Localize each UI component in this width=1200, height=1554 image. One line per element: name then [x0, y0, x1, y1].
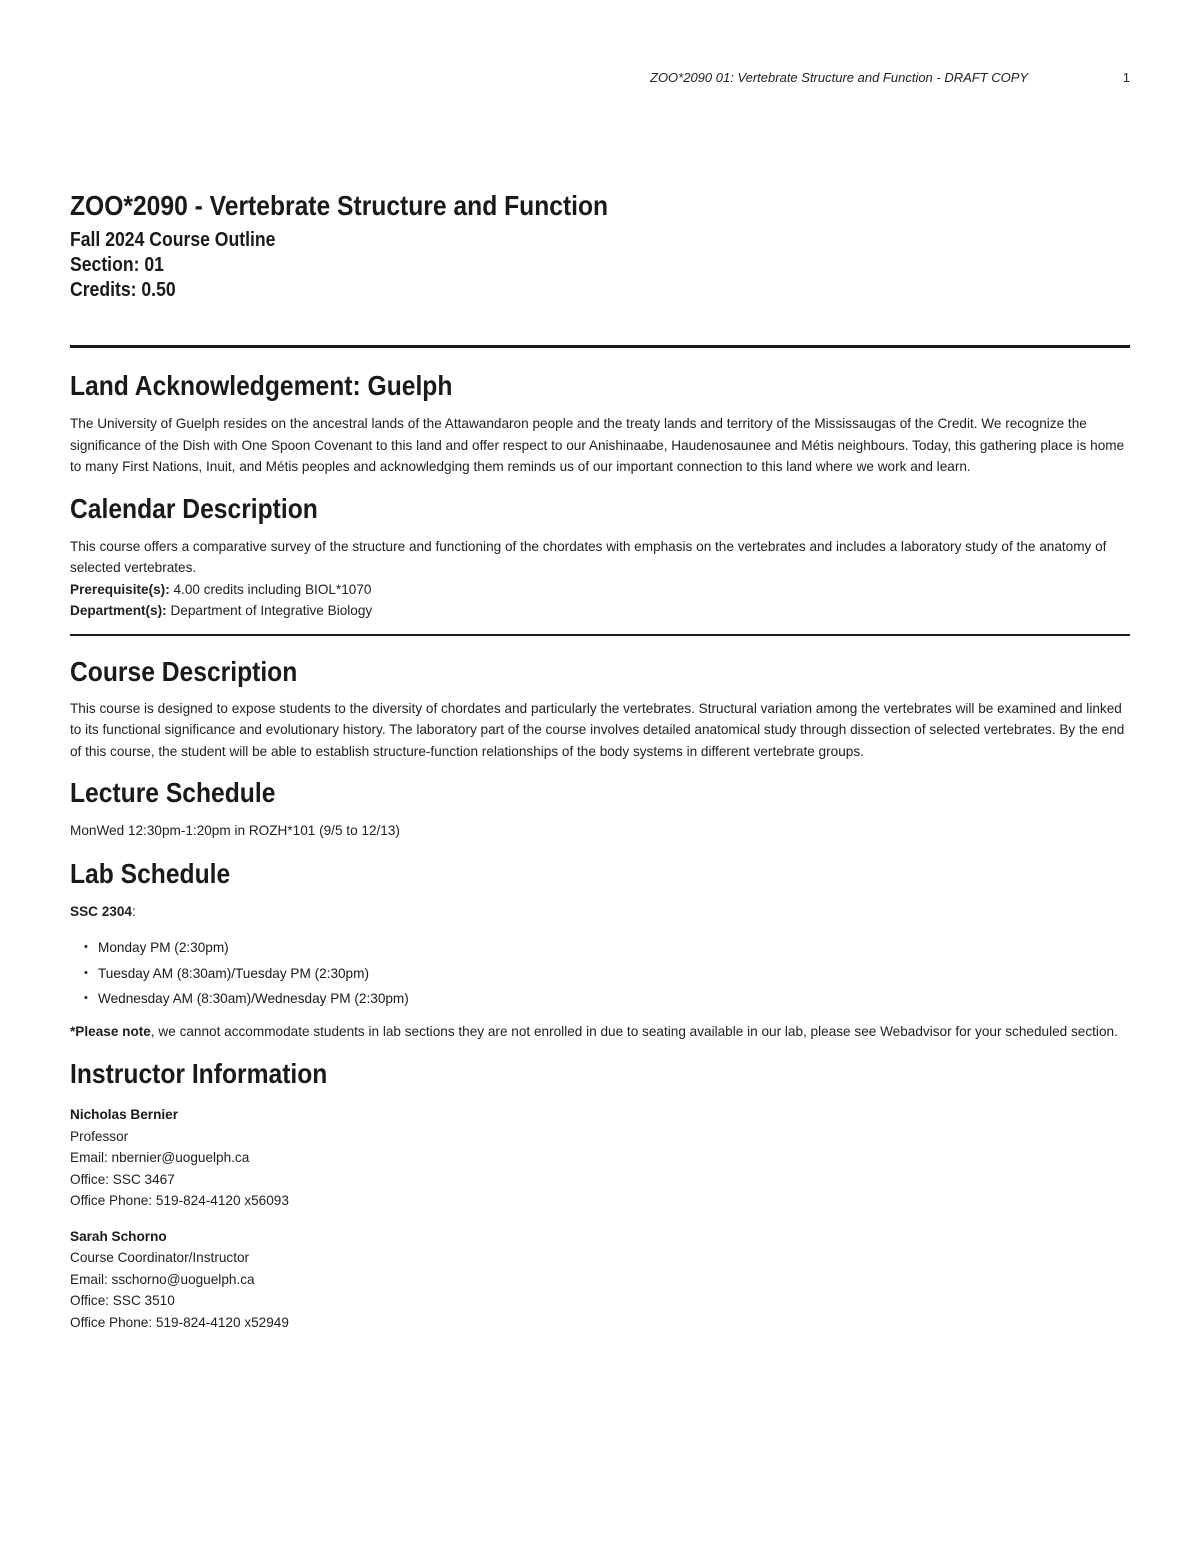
- instructor-role: Professor: [70, 1128, 129, 1144]
- land-acknowledgement-heading: Land Acknowledgement: Guelph: [70, 370, 453, 401]
- instructor-card: [70, 1104, 1130, 1212]
- running-title: ZOO*2090 01: Vertebrate Structure and Function - DRAFT COPY: [650, 70, 1029, 85]
- outline-term: Fall 2024 Course Outline: [70, 229, 276, 251]
- document-body: [70, 188, 1130, 1333]
- calendar-description-text: This course offers a comparative survey of the structure and functioning of the chordates with emphasis on the vertebrates and includes a laboratory study of the anatomy of selected vertebrates.: [70, 538, 1107, 575]
- instructor-role: Course Coordinator/Instructor: [70, 1250, 250, 1265]
- instructor-name: Nicholas Bernier: [70, 1107, 179, 1122]
- lab-note-label: *Please note: [70, 1023, 151, 1039]
- lab-location-suffix: :: [131, 903, 136, 919]
- instructor-office: Office: SSC 3467: [70, 1171, 175, 1187]
- lab-note-text: , we cannot accommodate students in lab sections they are not enrolled in due to seating available in our lab, please see Webadvisor for your scheduled section.: [150, 1023, 1118, 1039]
- instructor-name: Sarah Schorno: [70, 1228, 167, 1244]
- instructor-phone: Office Phone: 519-824-4120 x56093: [70, 1193, 289, 1208]
- calendar-description-heading: Calendar Description: [70, 492, 318, 524]
- section-divider: [70, 345, 1130, 348]
- lab-location-label: SSC 2304: [70, 903, 132, 919]
- instructor-card: [70, 1226, 1130, 1334]
- instructor-email: Email: nbernier@uoguelph.ca: [70, 1150, 250, 1165]
- lecture-schedule-text: MonWed 12:30pm-1:20pm in ROZH*101 (9/5 to 12/13): [70, 823, 400, 838]
- list-item: • Monday PM (2:30pm): [84, 935, 1130, 961]
- lecture-schedule-heading: Lecture Schedule: [70, 777, 276, 808]
- land-acknowledgement-text: The University of Guelph resides on the ancestral lands of the Attawandaron people and the treaty lands and territory of the Mississaugas of the Credit. We recognize the significance of the Dish with One Spoon Covenant to this land and offer respect to our Anishinaabe, Haudenosaunee and Métis neighbours. Today, this gathering place is home to many First Nations, Inuit, and Métis peoples and acknowledging them reminds us of our important connection to this land where we work and learn.: [70, 416, 1125, 474]
- course-meta: [70, 228, 1130, 303]
- course-description-heading: Course Description: [70, 655, 298, 687]
- section-divider: [70, 634, 1130, 636]
- course-description-text: This course is designed to expose students to the diversity of chordates and particularly the vertebrates. Structural variation among the vertebrates will be examined and linked to its functional significance and evolutionary history. The laboratory part of the course involves detailed anatomical study through dissection of selected vertebrates. By the end of this course, the student will be able to establish structure-function relationships of the body systems in different vertebrate groups.: [70, 700, 1125, 759]
- prerequisites-value: 4.00 credits including BIOL*1070: [169, 581, 372, 597]
- department-line: [70, 600, 1130, 622]
- list-item: • Tuesday AM (8:30am)/Tuesday PM (2:30pm): [84, 961, 1130, 987]
- lab-schedule-heading: Lab Schedule: [70, 857, 231, 889]
- department-value: Department of Integrative Biology: [166, 603, 373, 618]
- page-number: 1: [1122, 70, 1130, 85]
- list-item: • Wednesday AM (8:30am)/Wednesday PM (2:30pm): [84, 986, 1130, 1012]
- lab-sections-list: [70, 935, 1130, 1012]
- instructor-phone: Office Phone: 519-824-4120 x52949: [70, 1314, 289, 1330]
- instructor-information-heading: Instructor Information: [70, 1058, 328, 1089]
- instructor-email: Email: sschorno@uoguelph.ca: [70, 1271, 255, 1287]
- department-label: Department(s):: [70, 603, 167, 618]
- prerequisites-label: Prerequisite(s):: [70, 581, 170, 597]
- course-title: ZOO*2090 - Vertebrate Structure and Function: [70, 190, 609, 221]
- instructor-office: Office: SSC 3510: [70, 1293, 175, 1308]
- lab-location-line: [70, 901, 1130, 923]
- prerequisites-line: [70, 579, 1130, 601]
- credits-value: Credits: 0.50: [70, 279, 176, 301]
- section-number: Section: 01: [70, 254, 164, 276]
- lab-note: [70, 1021, 1130, 1043]
